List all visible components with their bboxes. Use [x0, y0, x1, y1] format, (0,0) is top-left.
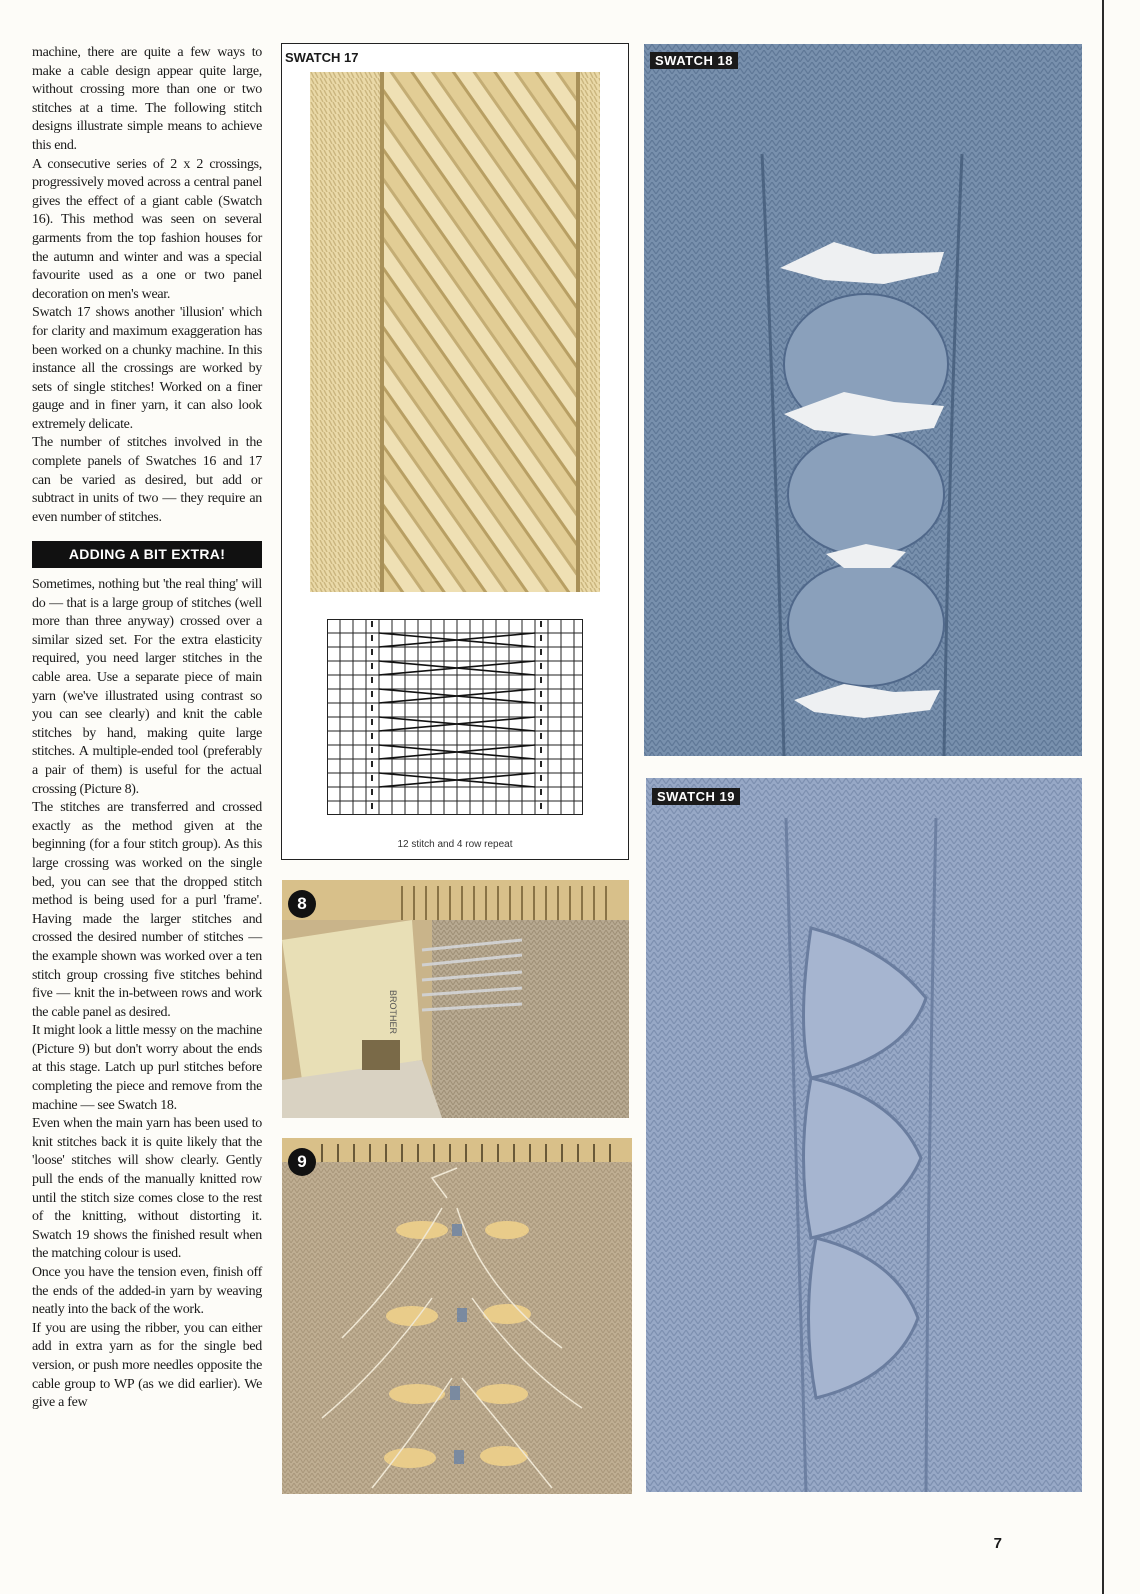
- swatch-17-label: SWATCH 17: [285, 50, 359, 65]
- paragraph: The number of stitches involved in the complete panels of Swatches 16 and 17 can be varied as desired, but add or subtract in units of two — they require an even number of stitches.: [32, 435, 262, 525]
- picture-8-photo: [282, 880, 629, 1118]
- picture-9-photo: [282, 1138, 632, 1494]
- page-number: 7: [993, 1535, 1002, 1552]
- picture-9-number: 9: [288, 1148, 316, 1176]
- swatch-17-chart: [327, 619, 583, 815]
- paragraph: Sometimes, nothing but 'the real thing' will do — that is a large group of stitches (well more than three anyway) crossed over a similar sized set. For the extra elasticity required, you need larger stitches in the cable area. Use a separate piece of main yarn (we've illustrated using contrast so you can see clearly) and knit the cable stitches by hand, making quite large stitches. A multiple-ended tool (preferably a pair of them) is useful for the actual crossing (Picture 8).: [32, 577, 262, 797]
- picture-8-number: 8: [288, 890, 316, 918]
- section-heading: ADDING A BIT EXTRA!: [32, 541, 262, 568]
- paragraph: If you are using the ribber, you can either add in extra yarn as for the single bed version, or push more needles opposite the cable group to WP (as we did earlier). We give a few: [32, 1320, 262, 1411]
- swatch-17-photo: [310, 72, 600, 592]
- machine-brand-text: BROTHER: [388, 990, 398, 1035]
- swatch-19-photo: [646, 778, 1082, 1492]
- swatch-17-panel: [281, 43, 629, 860]
- paragraph: A consecutive series of 2 x 2 crossings, progressively moved across a central panel gives the effect of a giant cable (Swatch 16). This method was seen on several garments from the top fashion houses for the autumn and winter and was a special favourite used as a one or two panel decoration on men's wear.: [32, 156, 262, 302]
- swatch-18-photo: [644, 44, 1082, 756]
- paragraph: Even when the main yarn has been used to knit stitches back it is quite likely that the 'loose' stitches will show clearly. Gently pull the ends of the manually knitted row until the stitch size comes close to the rest of the knitting, without distorting it. Swatch 19 shows the finished result when the matching colour is used.: [32, 1116, 262, 1262]
- article-text-column: [32, 44, 262, 1413]
- paragraph: Swatch 17 shows another 'illusion' which for clarity and maximum exaggeration has been worked on a chunky machine. In this instance all the crossings are worked by sets of single stitches! Worked on a finer gauge and in finer yarn, it can also look extremely delicate.: [32, 305, 262, 432]
- paragraph: Once you have the tension even, finish off the ends of the added-in yarn by weaving neatly into the back of the work.: [32, 1265, 262, 1318]
- paragraph: It might look a little messy on the machine (Picture 9) but don't worry about the ends at this stage. Latch up purl stitches before completing the piece and remove from the machine — see Swatch 18.: [32, 1023, 262, 1113]
- swatch-19-label: SWATCH 19: [652, 789, 740, 804]
- swatch-17-caption: 12 stitch and 4 row repeat: [397, 839, 513, 850]
- page-edge: [1102, 0, 1104, 1594]
- swatch-18-label: SWATCH 18: [650, 53, 738, 68]
- paragraph: machine, there are quite a few ways to make a cable design appear quite large, without crossing more than one or two stitches at a time. The following stitch designs illustrate simple means to achieve this end.: [32, 45, 262, 153]
- paragraph: The stitches are transferred and crossed exactly as the method given at the beginning (for a four stitch group). As this large crossing was worked on the single bed, you can see that the dropped stitch method is being used for a purl 'frame'. Having made the larger stitches and crossed the desired number of stitches — the example shown was worked over a ten stitch group crossing five stitches behind five — knit the in-between rows and work the cable panel as desired.: [32, 800, 262, 1020]
